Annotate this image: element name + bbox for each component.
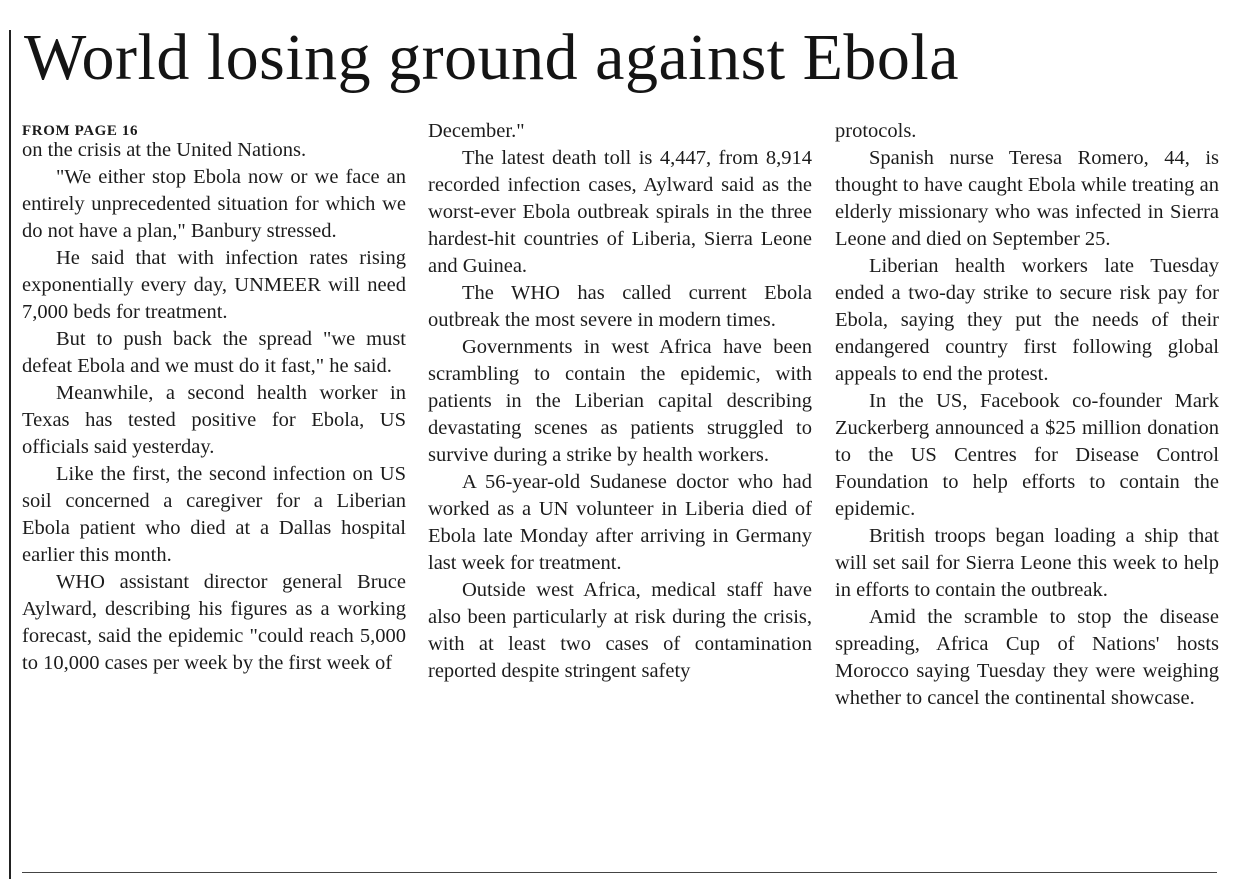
bottom-rule — [22, 872, 1217, 873]
paragraph: Liberian health workers late Tuesday ended a two-day strike to secure risk pay for Ebola, saying they put the needs of their endangered country first following global appeals to end the protest. — [835, 255, 1219, 385]
paragraph: He said that with infection rates rising exponentially every day, UNMEER will need 7,000 beds for treatment. — [22, 247, 406, 323]
paragraph: Amid the scramble to stop the disease spreading, Africa Cup of Nations' hosts Morocco saying Tuesday they were weighing whether to cancel the continental showcase. — [835, 606, 1219, 709]
paragraph: Spanish nurse Teresa Romero, 44, is thought to have caught Ebola while treating an elderly missionary who was infected in Sierra Leone and died on September 25. — [835, 147, 1219, 250]
paragraph: December." — [428, 120, 525, 142]
paragraph: A 56-year-old Sudanese doctor who had worked as a UN volunteer in Liberia died of Ebola late Monday after arriving in Germany last week for treatment. — [428, 471, 812, 574]
article-column-1 — [22, 118, 406, 677]
paragraph: Like the first, the second infection on US soil concerned a caregiver for a Liberian Ebola patient who died at a Dallas hospital earlier this month. — [22, 463, 406, 566]
continuation-kicker: FROM PAGE 16 — [22, 123, 139, 139]
paragraph: protocols. — [835, 120, 917, 142]
paragraph: Meanwhile, a second health worker in Texas has tested positive for Ebola, US officials said yesterday. — [22, 382, 406, 458]
paragraph: on the crisis at the United Nations. — [22, 139, 307, 161]
paragraph: The latest death toll is 4,447, from 8,914 recorded infection cases, Aylward said as the worst-ever Ebola outbreak spirals in the three hardest-hit countries of Liberia, Sierra Leone and Guinea. — [428, 147, 812, 277]
article-column-3 — [835, 118, 1219, 712]
paragraph: In the US, Facebook co-founder Mark Zuckerberg announced a $25 million donation to the US Centres for Disease Control Foundation to help efforts to contain the epidemic. — [835, 390, 1219, 520]
paragraph: British troops began loading a ship that will set sail for Sierra Leone this week to help in efforts to contain the outbreak. — [835, 525, 1219, 601]
paragraph: Outside west Africa, medical staff have also been particularly at risk during the crisis, with at least two cases of contamination reported despite stringent safety — [428, 579, 812, 682]
headline: World losing ground against Ebola — [24, 21, 960, 94]
article-column-2 — [428, 118, 812, 685]
paragraph: "We either stop Ebola now or we face an entirely unprecedented situation for which we do not have a plan," Banbury stressed. — [22, 166, 406, 242]
paragraph: The WHO has called current Ebola outbreak the most severe in modern times. — [428, 282, 812, 331]
left-column-rule — [9, 30, 11, 879]
paragraph: But to push back the spread "we must defeat Ebola and we must do it fast," he said. — [22, 328, 406, 377]
paragraph: Governments in west Africa have been scrambling to contain the epidemic, with patients in the Liberian capital describing devastating scenes as patients struggled to survive during a strike by health workers. — [428, 336, 812, 466]
paragraph: WHO assistant director general Bruce Aylward, describing his figures as a working forecast, said the epidemic "could reach 5,000 to 10,000 cases per week by the first week of — [22, 571, 406, 674]
